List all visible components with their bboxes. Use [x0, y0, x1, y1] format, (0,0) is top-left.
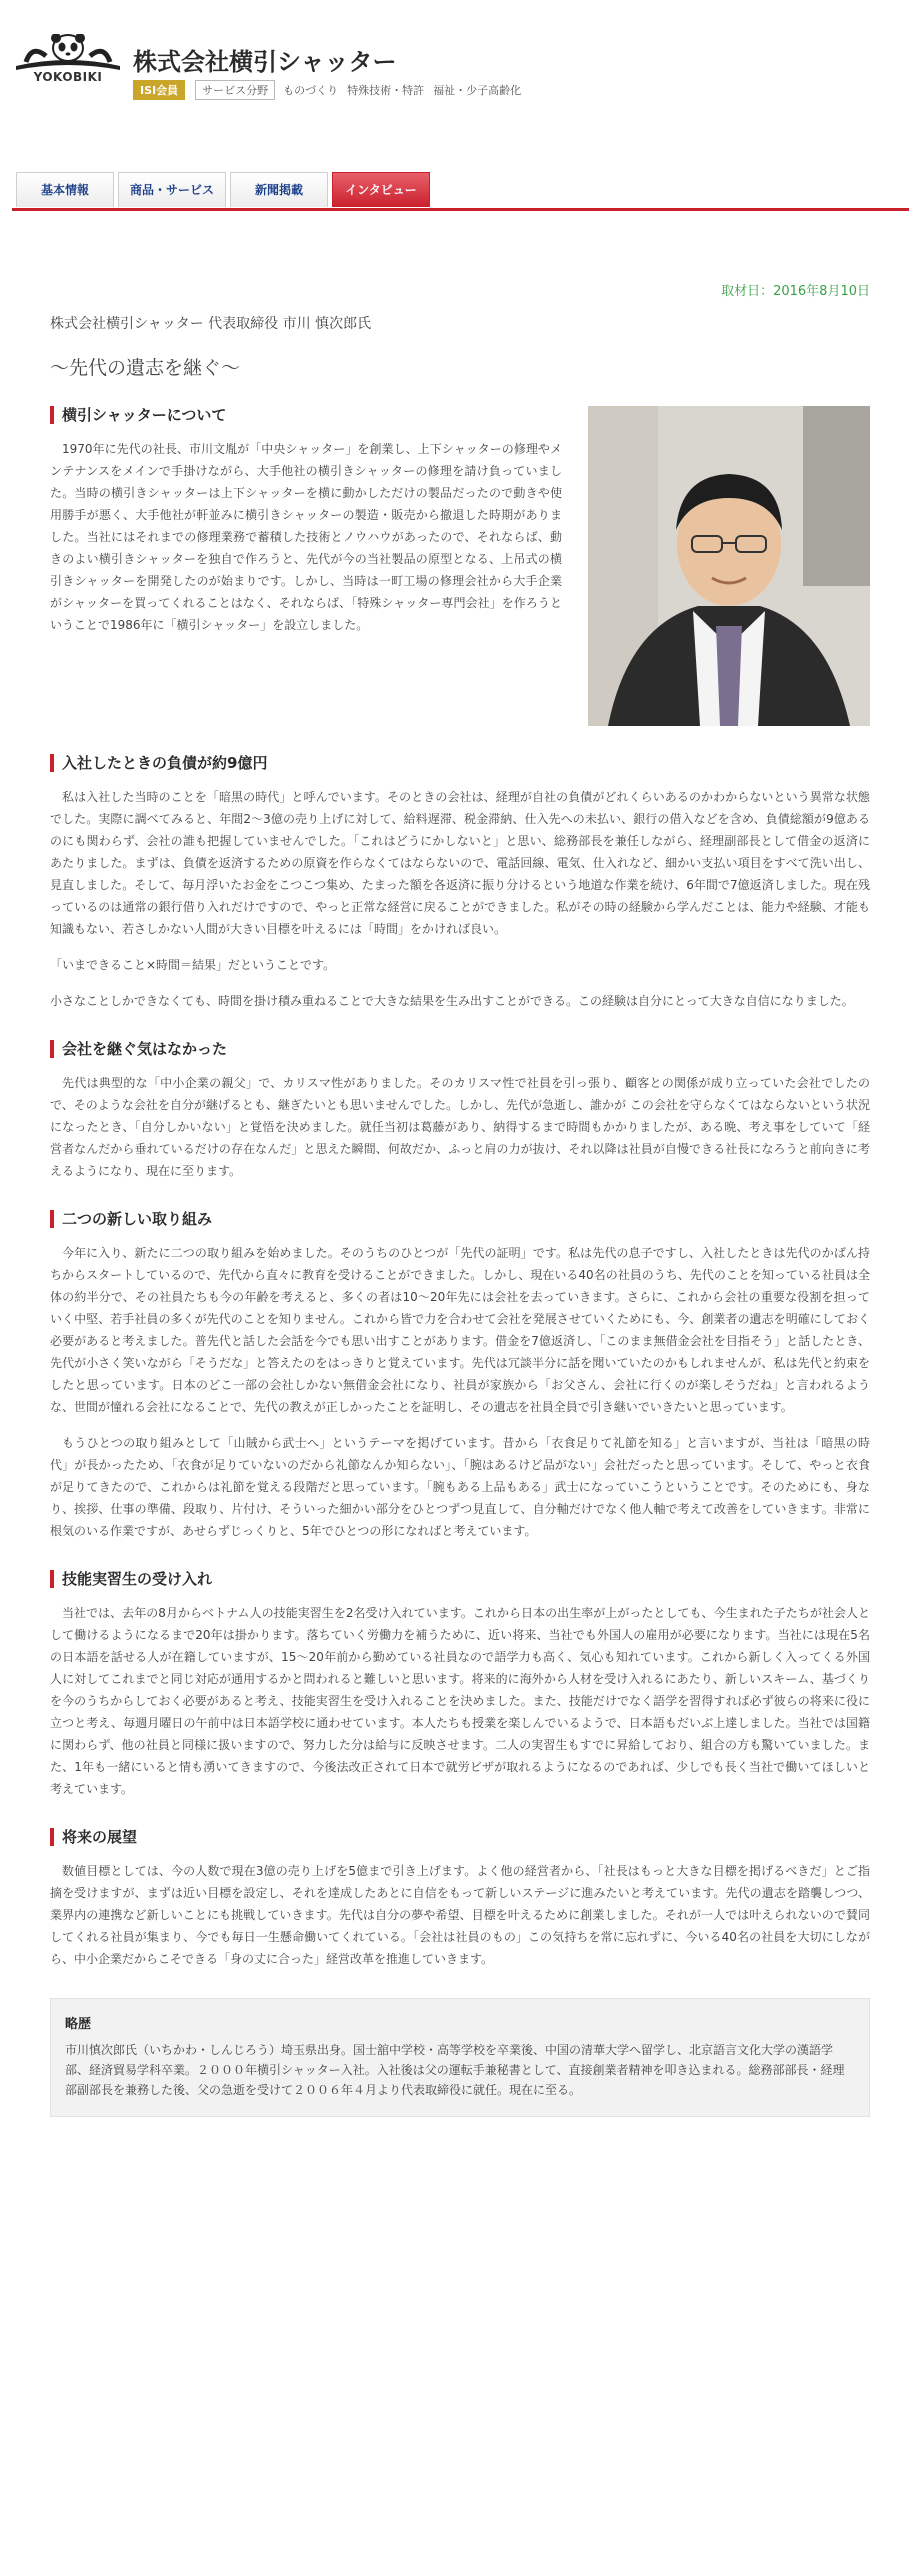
service-field-label: サービス分野 — [195, 80, 275, 100]
article — [50, 280, 870, 2117]
section-heading: 二つの新しい取り組み — [50, 1210, 870, 1228]
section-paragraph: 私は入社した当時のことを「暗黒の時代」と呼んでいます。そのときの会社は、経理が自社の負債がどれくらいあるのかわからないという異常な状態でした。実際に調べてみると、年間2～3億の売り上げに対して、給料遅滞、税金滞納、仕入先への未払い、銀行の借入などを含め、負債総額が9億あるのにも関わらず、会社の誰も把握していませんでした。「これはどうにかしないと」と思い、総務部長を兼任しながら、経理副部長として借金の返済にあたりました。まずは、負債を返済するための原資を作らなくてはならないので、電話回線、電気、仕入れなど、細かい支払い項目をすべて洗い出し、見直しました。そして、毎月浮いたお金をこつこつ集め、たまった額を各返済に振り分けるという地道な作業を続け、6年間で7億返済しました。現在残っているのは通常の銀行借り入れだけですので、やっと正常な経営に戻ることができました。私がその時の経験から学んだことは、能力や経験、才能も知識もない、若さしかない人間が大きい目標を叶えるには「時間」をかければ良い。 — [50, 790, 870, 936]
section-paragraph: 今年に入り、新たに二つの取り組みを始めました。そのうちのひとつが「先代の証明」です。私は先代の息子ですし、入社したときは先代のかばん持ちからスタートしているので、先代から直々に教育を受けることができました。しかし、現在いる40名の社員のうち、先代のことを知っている社員は全体の約半分で、その社員たちも今の年齢を考えると、多くの者は10～20年先には会社を去っていきます。さらに、これから会社の重要な役割を担っていく中堅、若手社員の多くが先代のことを知りません。これから皆で力を合わせて会社を発展させていくためにも、今、創業者の遺志を明確にしておく必要があると考えました。普先代と話した会話を今でも思い出すことがあります。借金を7億返済し、「このまま無借金会社を目指そう」と話したとき、先代が小さく笑いながら「そうだな」と答えたのをはっきりと覚えています。先代は冗談半分に話を聞いていたのかもしれませんが、私は先代と約束をしたと思っています。日本のどこ一部の会社しかない無借金会社になり、社員が家族から「お父さん、会社に行くのが楽しそうだね」と言われるような、世間が憧れる会社になることで、先代の教えが正しかったことを証明し、その遺志を社員全員で引き継いでいきたいと思っています。 — [50, 1246, 870, 1414]
tab-basic-info[interactable]: 基本情報 — [16, 172, 114, 207]
section-paragraph: 先代は典型的な「中小企業の親父」で、カリスマ性がありました。そのカリスマ性で社員を引っ張り、顧客との関係が成り立っていた会社でしたので、そのような会社を自分が継げるとも、継ぎたいとも思いませんでした。しかし、先代が急逝し、誰かが この会社を守らなくてはならないという状況になったとき、「自分しかいない」と覚悟を決めました。就任当初は葛藤があり、納得するまで時間もかかりましたが、ある晩、考え事をしていて「経営者なんだから垂れているだけの存在なんだ」と思えた瞬間、何故だか、ふっと肩の力が抜け、それ以降は社員が自慢できる社長になろうと前向きに考えるようになり、現在に至ります。 — [50, 1076, 870, 1178]
section-succession — [50, 1040, 870, 1182]
service-tag: 特殊技術・特許 — [347, 84, 425, 97]
profile-text: 市川慎次郎氏（いちかわ・しんじろう）埼玉県出身。国士舘中学校・高等学校を卒業後、中国の清華大学へ留学し、北京語言文化大学の漢語学部、経済貿易学科卒業。２０００年横引シャッター入社。入社後は父の運転手兼秘書として、直接創業者精神を叩き込まれる。総務部部長・経理部副部長を兼務した後、父の急逝を受けて２００６年４月より代表取締役に就任。現在に至る。 — [65, 2043, 845, 2097]
section-paragraph: 小さなことしかできなくても、時間を掛け積み重ねることで大きな結果を生み出すことができる。この経験は自分にとって大きな自信になりました。 — [50, 994, 854, 1008]
section-future — [50, 1828, 870, 1970]
site-header — [0, 0, 921, 197]
company-name: 株式会社横引シャッター — [133, 48, 397, 76]
interviewee-photo — [588, 406, 870, 726]
profile-box — [50, 1998, 870, 2117]
tab-underline — [12, 208, 909, 211]
section-heading: 入社したときの負債が約9億円 — [50, 754, 870, 772]
tab-interview[interactable]: インタビュー — [332, 172, 430, 207]
tab-bar — [16, 172, 434, 207]
member-badges — [133, 80, 530, 100]
tab-products-services[interactable]: 商品・サービス — [118, 172, 226, 207]
article-subtitle: ～先代の遺志を継ぐ～ — [50, 357, 241, 379]
section-paragraph: 数値目標としては、今の人数で現在3億の売り上げを5億まで引き上げます。よく他の経営者から、「社長はもっと大きな目標を掲げるべきだ」とご指摘を受けますが、まずは近い目標を設定し、それを達成したあとに自信をもって新しいステージに進みたいと考えています。先代の遺志を踏襲しつつ、業界内の連携など新しいことにも挑戦していきます。先代は自分の夢や希望、目標を叶えるために創業しました。それが一人では叶えられないので賛同してくれる社員が集まり、今でも毎日一生懸命働いてくれている。「会社は社員のもの」この気持ちを常に忘れずに、今いる40名の社員を大切にしながら、中小企業だからこそできる「身の丈に合った」経営改革を推進していきます。 — [50, 1864, 870, 1966]
isi-member-badge: ISI会員 — [133, 80, 185, 100]
section-debt — [50, 754, 870, 1012]
section-about — [50, 406, 870, 726]
section-paragraph: 「いまできること×時間＝結果」だということです。 — [50, 958, 336, 972]
section-trainees — [50, 1570, 870, 1800]
section-heading: 技能実習生の受け入れ — [50, 1570, 870, 1588]
profile-title: 略歴 — [65, 2017, 92, 2032]
section-initiatives — [50, 1210, 870, 1542]
section-paragraph: 当社では、去年の8月からベトナム人の技能実習生を2名受け入れています。これから日本の出生率が上がったとしても、今生まれた子たちが社会人として働けるようになるまで20年は掛かります。落ちていく労働力を補うために、近い将来、当社でも外国人の雇用が必要になります。当社には現在5名の日本語を話せる人が在籍していますが、15～20年前から勤めている社員なので語学力も高く、気心も知れています。これから新しく入ってくる外国人に対してこれまでと同じ対応が通用するかと問われると難しいと思います。将来的に海外から人材を受け入れるにあたり、新しいスキーム、基づくりを今のうちからしておく必要があると考え、技能実習生を受け入れることを決めました。また、技能だけでなく語学を習得すれば必ず彼らの将来に役に立つと考え、毎週月曜日の午前中は日本語学校に通わせています。本人たちも授業を楽しんでいるようで、日本語もだいぶ上達しました。当社では国籍に関わらず、他の社員と同様に扱いますので、努力した分は給与に反映させます。二人の実習生もすでに昇給しており、組合の方も驚いていました。また、1年も一緒にいると情も湧いてきますので、今後法改正されて日本で就労ビザが取れるようになるのであれば、少しでも長く当社で働いてほしいと考えています。 — [50, 1606, 870, 1796]
tab-newspaper[interactable]: 新聞掲載 — [230, 172, 328, 207]
section-heading: 横引シャッターについて — [50, 406, 562, 424]
interview-date: 取材日：2016年8月10日 — [721, 284, 870, 299]
service-tag: ものづくり — [283, 84, 339, 97]
section-paragraph: もうひとつの取り組みとして「山賊から武士へ」というテーマを掲げています。昔から「衣食足りて礼節を知る」と言いますが、当社は「暗黒の時代」が長かったため、「衣食が足りていないのだから礼節なんか知らない」、「腕はあるけど品がない」会社だったと思っています。そして、やっと衣食が足りてきたので、これからは礼節を覚える段階だと思っています。「腕もある上品もある」武士になっていこうということです。そのためにも、身なり、挨拶、仕事の準備、段取り、片付け、そういった細かい部分をひとつずつ見直して、自分軸だけでなく他人軸で考えて改善をしていきます。非常に根気のいる作業ですが、あせらずじっくりと、5年でひとつの形になればと考えています。 — [50, 1436, 870, 1538]
company-logo[interactable] — [12, 34, 124, 92]
interviewee-position: 株式会社横引シャッター 代表取締役 市川 慎次郎氏 — [50, 316, 372, 332]
service-tag: 福祉・少子高齢化 — [433, 84, 522, 97]
section-heading: 会社を継ぐ気はなかった — [50, 1040, 870, 1058]
logo-text: YOKOBIKI — [33, 70, 103, 84]
section-heading: 将来の展望 — [50, 1828, 870, 1846]
panda-logo-icon — [12, 34, 124, 74]
section-paragraph: 1970年に先代の社長、市川文胤が「中央シャッター」を創業し、上下シャッターの修理やメンテナンスをメインで手掛けながら、大手他社の横引きシャッターの修理を請け負っていました。当時の横引きシャッターは上下シャッターを横に動かしただけの製品だったので動きや使用勝手が悪く、大手他社が軒並みに横引きシャッターの製造・販売から撤退した時期がありました。当社にはそれまでの修理業務で蓄積した技術とノウハウがあったので、それならば、動きのよい横引きシャッターを独自で作ろうと、先代が今の当社製品の原型となる、上吊式の横引きシャッターを開発したのが始まりです。しかし、当時は一町工場の修理会社から大手企業がシャッターを買ってくれることはなく、それならば、「特殊シャッター専門会社」を作ろうということで1986年に「横引シャッター」を設立しました。 — [50, 442, 562, 632]
